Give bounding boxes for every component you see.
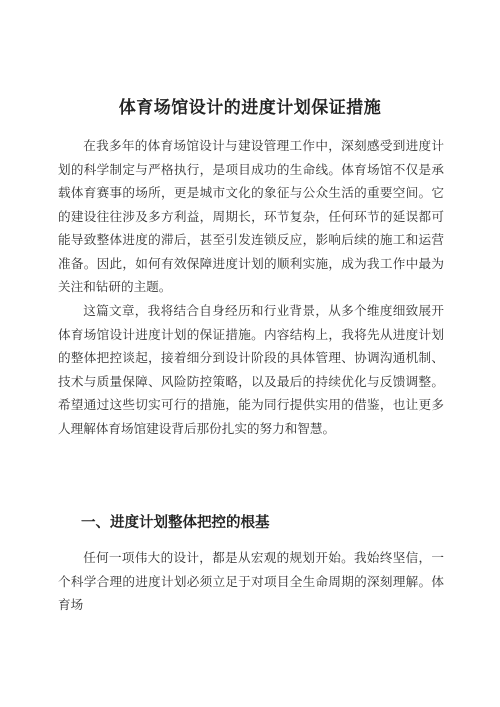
section-heading: 一、进度计划整体把控的根基	[81, 515, 270, 531]
document-title: 体育场馆设计的进度计划保证措施	[118, 98, 382, 118]
intro-paragraph-1: 在我多年的体育场馆设计与建设管理工作中，深刻感受到进度计划的科学制定与严格执行，是项目成功的生命线。体育场馆不仅是承载体育赛事的场所，更是城市文化的象征与公众生活的重要空间。它的建设往往涉及多方利益，周期长，环节复杂，任何环节的延误都可能导致整体进度的滞后，甚至引发连锁反应，影响后续的施工和运营准备。因此，如何有效保障进度计划的顺利实施，成为我工作中最为关注和钻研的主题。	[58, 138, 444, 294]
intro-paragraph-2: 这篇文章，我将结合自身经历和行业背景，从多个维度细致展开体育场馆设计进度计划的保证措施。内容结构上，我将先从进度计划的整体把控谈起，接着细分到设计阶段的具体管理、协调沟通机制、技术与质量保障、风险防控策略，以及最后的持续优化与反馈调整。希望通过这些切实可行的措施，能为同行提供实用的借鉴，也让更多人理解体育场馆建设背后那份扎实的努力和智慧。	[58, 303, 444, 436]
section-paragraph: 任何一项伟大的设计，都是从宏观的规划开始。我始终坚信，一个科学合理的进度计划必须立足于对项目全生命周期的深刻理解。体育场	[58, 550, 444, 612]
